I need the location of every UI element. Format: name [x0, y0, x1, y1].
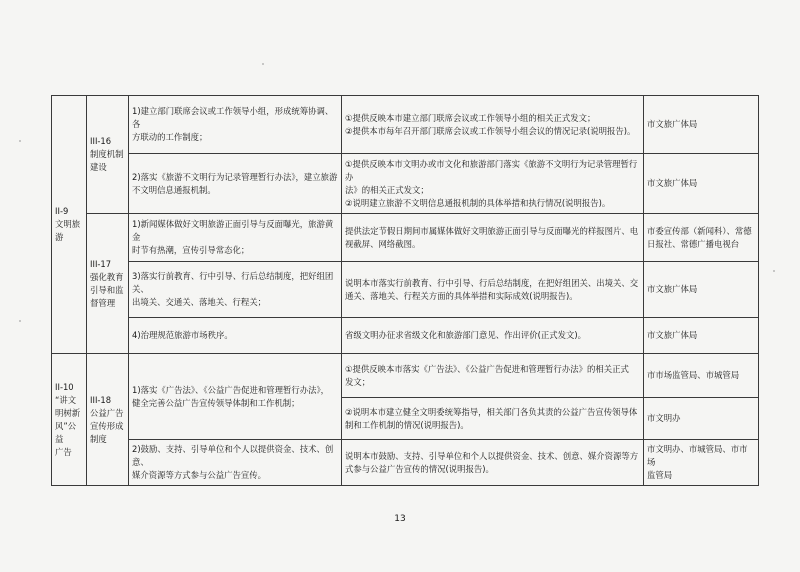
evidence-line: ①提供反映本市建立部门联席会议或工作领导小组的相关正式发文；: [345, 112, 596, 123]
evidence-line: 提供法定节假日期间市属媒体做好文明旅游正面引导与反面曝光的样报图片、电: [345, 225, 639, 236]
department-cell: [644, 318, 759, 354]
evidence-cell: [342, 96, 644, 154]
evidence-cell: [342, 440, 644, 486]
category-ii-line: 广告: [55, 446, 72, 457]
department-line: 市文明办: [647, 413, 681, 423]
table-row: [52, 96, 759, 154]
measure-line: 出境关、交通关、落地关、行程关；: [132, 297, 266, 307]
measure-cell: [129, 214, 342, 262]
category-iii-line: 制度: [90, 433, 107, 444]
evidence-cell: [342, 154, 644, 214]
category-ii-line: “讲文: [55, 394, 77, 405]
evidence-cell: [342, 354, 644, 398]
category-iii-line: 强化教育: [90, 271, 124, 282]
department-cell: [644, 398, 759, 440]
measure-cell: [129, 354, 342, 440]
department-cell: [644, 96, 759, 154]
measure-cell: [129, 262, 342, 318]
category-ii-line: 风”公益: [55, 420, 77, 444]
evidence-line: 视截屏、网络截图。: [345, 238, 421, 249]
department-line: 市文明办、市城管局、市市场: [647, 444, 748, 467]
evidence-line: 式参与公益广告宣传的情况(说明报告)。: [345, 463, 494, 474]
table-row: [52, 214, 759, 262]
measure-line: 时节有热潮，宣传引导常态化；: [132, 245, 250, 255]
category-iii-cell: [87, 96, 129, 214]
department-cell: [644, 214, 759, 262]
table-row: [52, 318, 759, 354]
evidence-line: 说明本市落实行前教育、行中引导、行后总结制度，在把好组团关、出境关、交: [345, 277, 639, 288]
evidence-cell: [342, 398, 644, 440]
scan-speck: [773, 270, 775, 272]
measure-line: 2)落实《旅游不文明行为记录管理暂行办法》，建立旅游: [132, 171, 338, 182]
evidence-line: 制和工作机制的情况(说明报告)。: [345, 419, 469, 430]
measure-cell: [129, 154, 342, 214]
category-ii-line: 文明旅: [55, 219, 81, 229]
measure-line: 媒介资源等方式参与公益广告宣传。: [132, 470, 266, 480]
scan-speck: [19, 140, 21, 142]
table-row: [52, 262, 759, 318]
measure-line: 2)鼓励、支持、引导单位和个人以提供资金、技术、创意、: [132, 444, 334, 467]
department-line: 市文旅广体局: [647, 284, 698, 294]
evidence-cell: [342, 214, 644, 262]
scan-speck: [19, 320, 21, 322]
category-iii-line: III-17: [90, 258, 112, 269]
criteria-table: [51, 95, 759, 486]
department-line: 市文旅广体局: [647, 119, 698, 129]
category-ii-line: II-10: [55, 381, 74, 392]
measure-line: 1)建立部门联席会议或工作领导小组，形成统筹协调、各: [132, 106, 334, 129]
department-line: 日报社、常德广播电视台: [647, 238, 740, 249]
table-row: [52, 440, 759, 486]
department-line: 市文旅广体局: [647, 178, 698, 188]
department-cell: [644, 354, 759, 398]
evidence-line: ②提供本市每年召开部门联席会议或工作领导小组会议的情况记录(说明报告)。: [345, 125, 636, 136]
category-ii-line: 游: [55, 232, 64, 242]
department-line: 市市场监管局、市城管局: [647, 370, 740, 380]
category-iii-cell: [87, 214, 129, 354]
category-iii-line: 督管理: [90, 297, 116, 308]
category-iii-line: 制度机制: [90, 149, 124, 159]
department-cell: [644, 262, 759, 318]
department-line: 监管局: [647, 470, 673, 480]
measure-line: 健全完善公益广告宣传领导体制和工作机制；: [132, 397, 300, 408]
measure-line: 4)治理规范旅游市场秩序。: [132, 330, 233, 340]
evidence-cell: [342, 262, 644, 318]
measure-line: 1)新闻媒体做好文明旅游正面引导与反面曝光，旅游黄金: [132, 219, 334, 242]
measure-cell: [129, 96, 342, 154]
measure-line: 不文明信息通报机制。: [132, 184, 216, 195]
evidence-line: 发文；: [345, 376, 371, 387]
category-ii-cell: [52, 354, 87, 486]
category-iii-line: III-16: [90, 136, 112, 146]
evidence-line: ②说明本市建立健全文明委统筹指导，相关部门各负其责的公益广告宣传领导体: [345, 406, 638, 417]
evidence-line: 法》的相关正式发文；: [345, 184, 429, 195]
evidence-line: ②说明建立旅游不文明信息通报机制的具体举措和执行情况(说明报告)。: [345, 197, 611, 208]
page-number: 13: [394, 514, 406, 524]
evidence-cell: [342, 318, 644, 354]
table-row: [52, 154, 759, 214]
category-iii-line: 公益广告: [90, 407, 124, 418]
department-line: 市委宣传部（新闻科）、常德: [647, 225, 752, 236]
evidence-line: 通关、落地关、行程关方面的具体举措和实际成效(说明报告)。: [345, 290, 578, 301]
table-row: [52, 354, 759, 398]
evidence-line: 说明本市鼓励、支持、引导单位和个人以提供资金、技术、创意、媒介资源等方: [345, 450, 639, 461]
category-iii-line: III-18: [90, 394, 112, 405]
measure-line: 1)落实《广告法》、《公益广告促进和管理暂行办法》，: [132, 384, 330, 395]
measure-line: 方联动的工作制度；: [132, 132, 208, 142]
category-iii-cell: [87, 354, 129, 486]
category-ii-cell: [52, 96, 87, 354]
category-ii-line: 明树新: [55, 407, 81, 418]
department-cell: [644, 440, 759, 486]
category-iii-line: 宣传形成: [90, 420, 124, 431]
scan-speck: [262, 63, 264, 65]
evidence-line: ①提供反映本市文明办或市文化和旅游部门落实《旅游不文明行为记录管理暂行办: [345, 158, 638, 182]
evidence-line: 省级文明办征求省级文化和旅游部门意见、作出评价(正式发文)。: [345, 330, 587, 340]
department-line: 市文旅广体局: [647, 330, 698, 340]
category-iii-line: 建设: [90, 162, 107, 172]
measure-line: 3)落实行前教育、行中引导、行后总结制度，把好组团关、: [132, 271, 334, 294]
department-cell: [644, 154, 759, 214]
measure-cell: [129, 440, 342, 486]
category-ii-line: II-9: [55, 206, 69, 216]
measure-cell: [129, 318, 342, 354]
evidence-line: ①提供反映本市落实《广告法》、《公益广告促进和管理暂行办法》的相关正式: [345, 363, 629, 374]
category-iii-line: 引导和监: [90, 284, 124, 295]
